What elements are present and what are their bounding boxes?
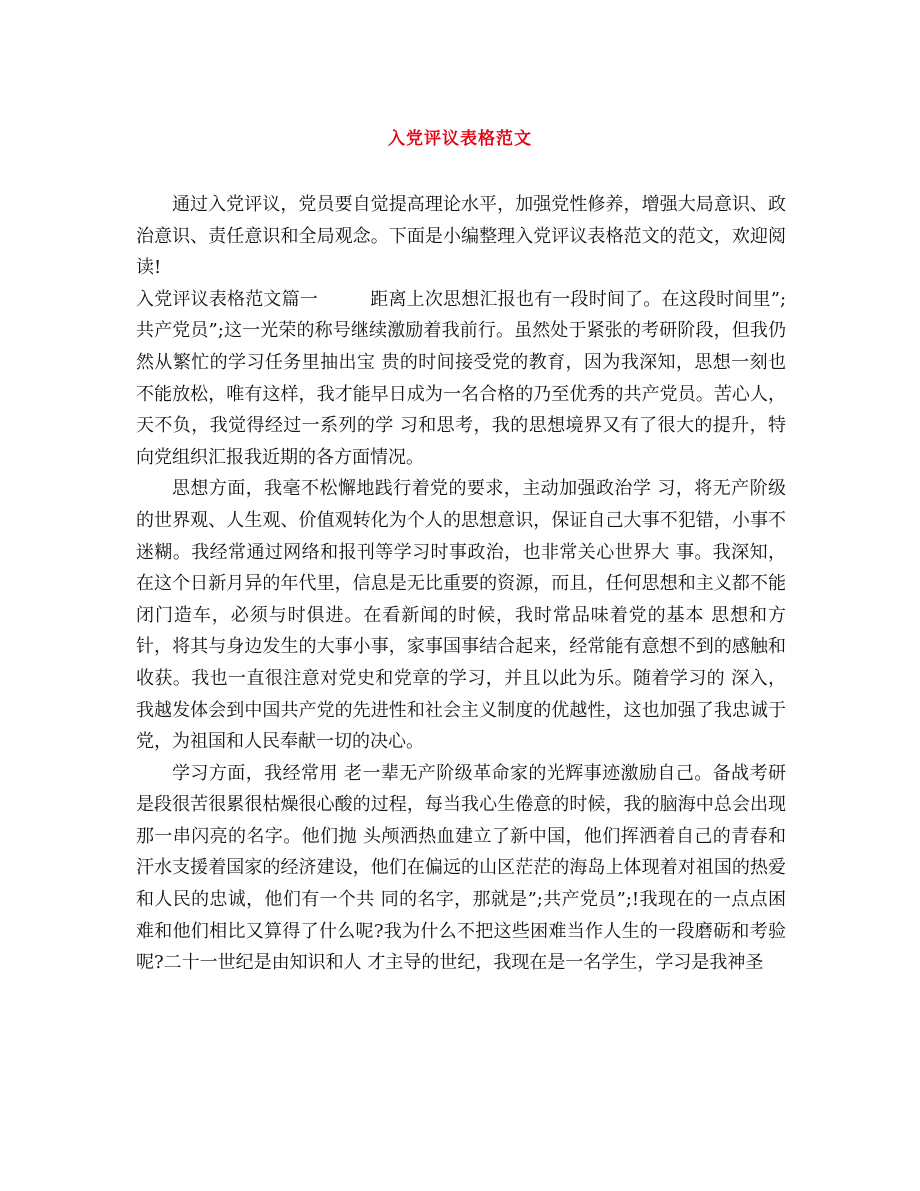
document-title: 入党评议表格范文 — [388, 129, 532, 149]
section-label: 入党评议表格范文篇一 — [136, 288, 319, 310]
section-paragraph — [136, 284, 786, 474]
study-paragraph: 学习方面，我经常用 老一辈无产阶级革命家的光辉事迹激励自己。备战考研是段很苦很累很枯燥很心酸的过程，每当我心生倦意的时候，我的脑海中总会出现那一串闪亮的名字。他们抛 头颅洒热血建立了新中国，他们挥洒着自己的青春和汗水支援着国家的经济建设，他们在偏远的山区茫茫的海岛上体现着对祖国的热爱和人民的忠诚，他们有一个共 同的名字，那就是”;共产党员”;!我现在的一点点困难和他们相比又算得了什么呢?我为什么不把这些困难当作人生的一段磨砺和考验呢?二十一世纪是由知识和人 才主导的世纪，我现在是一名学生，学习是我神圣 — [136, 762, 786, 974]
document-body — [136, 189, 786, 979]
thought-paragraph: 思想方面，我毫不松懈地践行着党的要求，主动加强政治学 习，将无产阶级的世界观、人生观、价值观转化为个人的思想意识，保证自己大事不犯错，小事不迷糊。我经常通过网络和报刊等学习时事政治，也非常关心世界大 事。我深知，在这个日新月异的年代里，信息是无比重要的资源，而且，任何思想和主义都不能闭门造车，必须与时俱进。在看新闻的时候，我时常品味着党的基本 思想和方针，将其与身边发生的大事小事，家事国事结合起来，经常能有意想不到的感触和收获。我也一直很注意对党史和党章的学习，并且以此为乐。随着学习的 深入，我越发体会到中国共产党的先进性和社会主义制度的优越性，这也加强了我忠诚于党，为祖国和人民奉献一切的决心。 — [136, 478, 786, 753]
intro-paragraph: 通过入党评议，党员要自觉提高理论水平，加强党性修养，增强大局意识、政治意识、责任意识和全局观念。下面是小编整理入党评议表格范文的范文，欢迎阅读! — [136, 194, 786, 279]
section-first-text: 距离上次思想汇报也有一段时间了。在这段时间里”;共产党员”;这一光荣的称号继续激励着我前行。虽然处于紧张的考研阶段，但我仍然从繁忙的学习任务里抽出宝 贵的时间接受党的教育，因为我深知，思想一刻也不能放松，唯有这样，我才能早日成为一名合格的乃至优秀的共产党员。苦心人，天不负，我觉得经过一系列的学 习和思考，我的思想境界又有了很大的提升，特向党组织汇报我近期的各方面情况。 — [136, 288, 787, 468]
